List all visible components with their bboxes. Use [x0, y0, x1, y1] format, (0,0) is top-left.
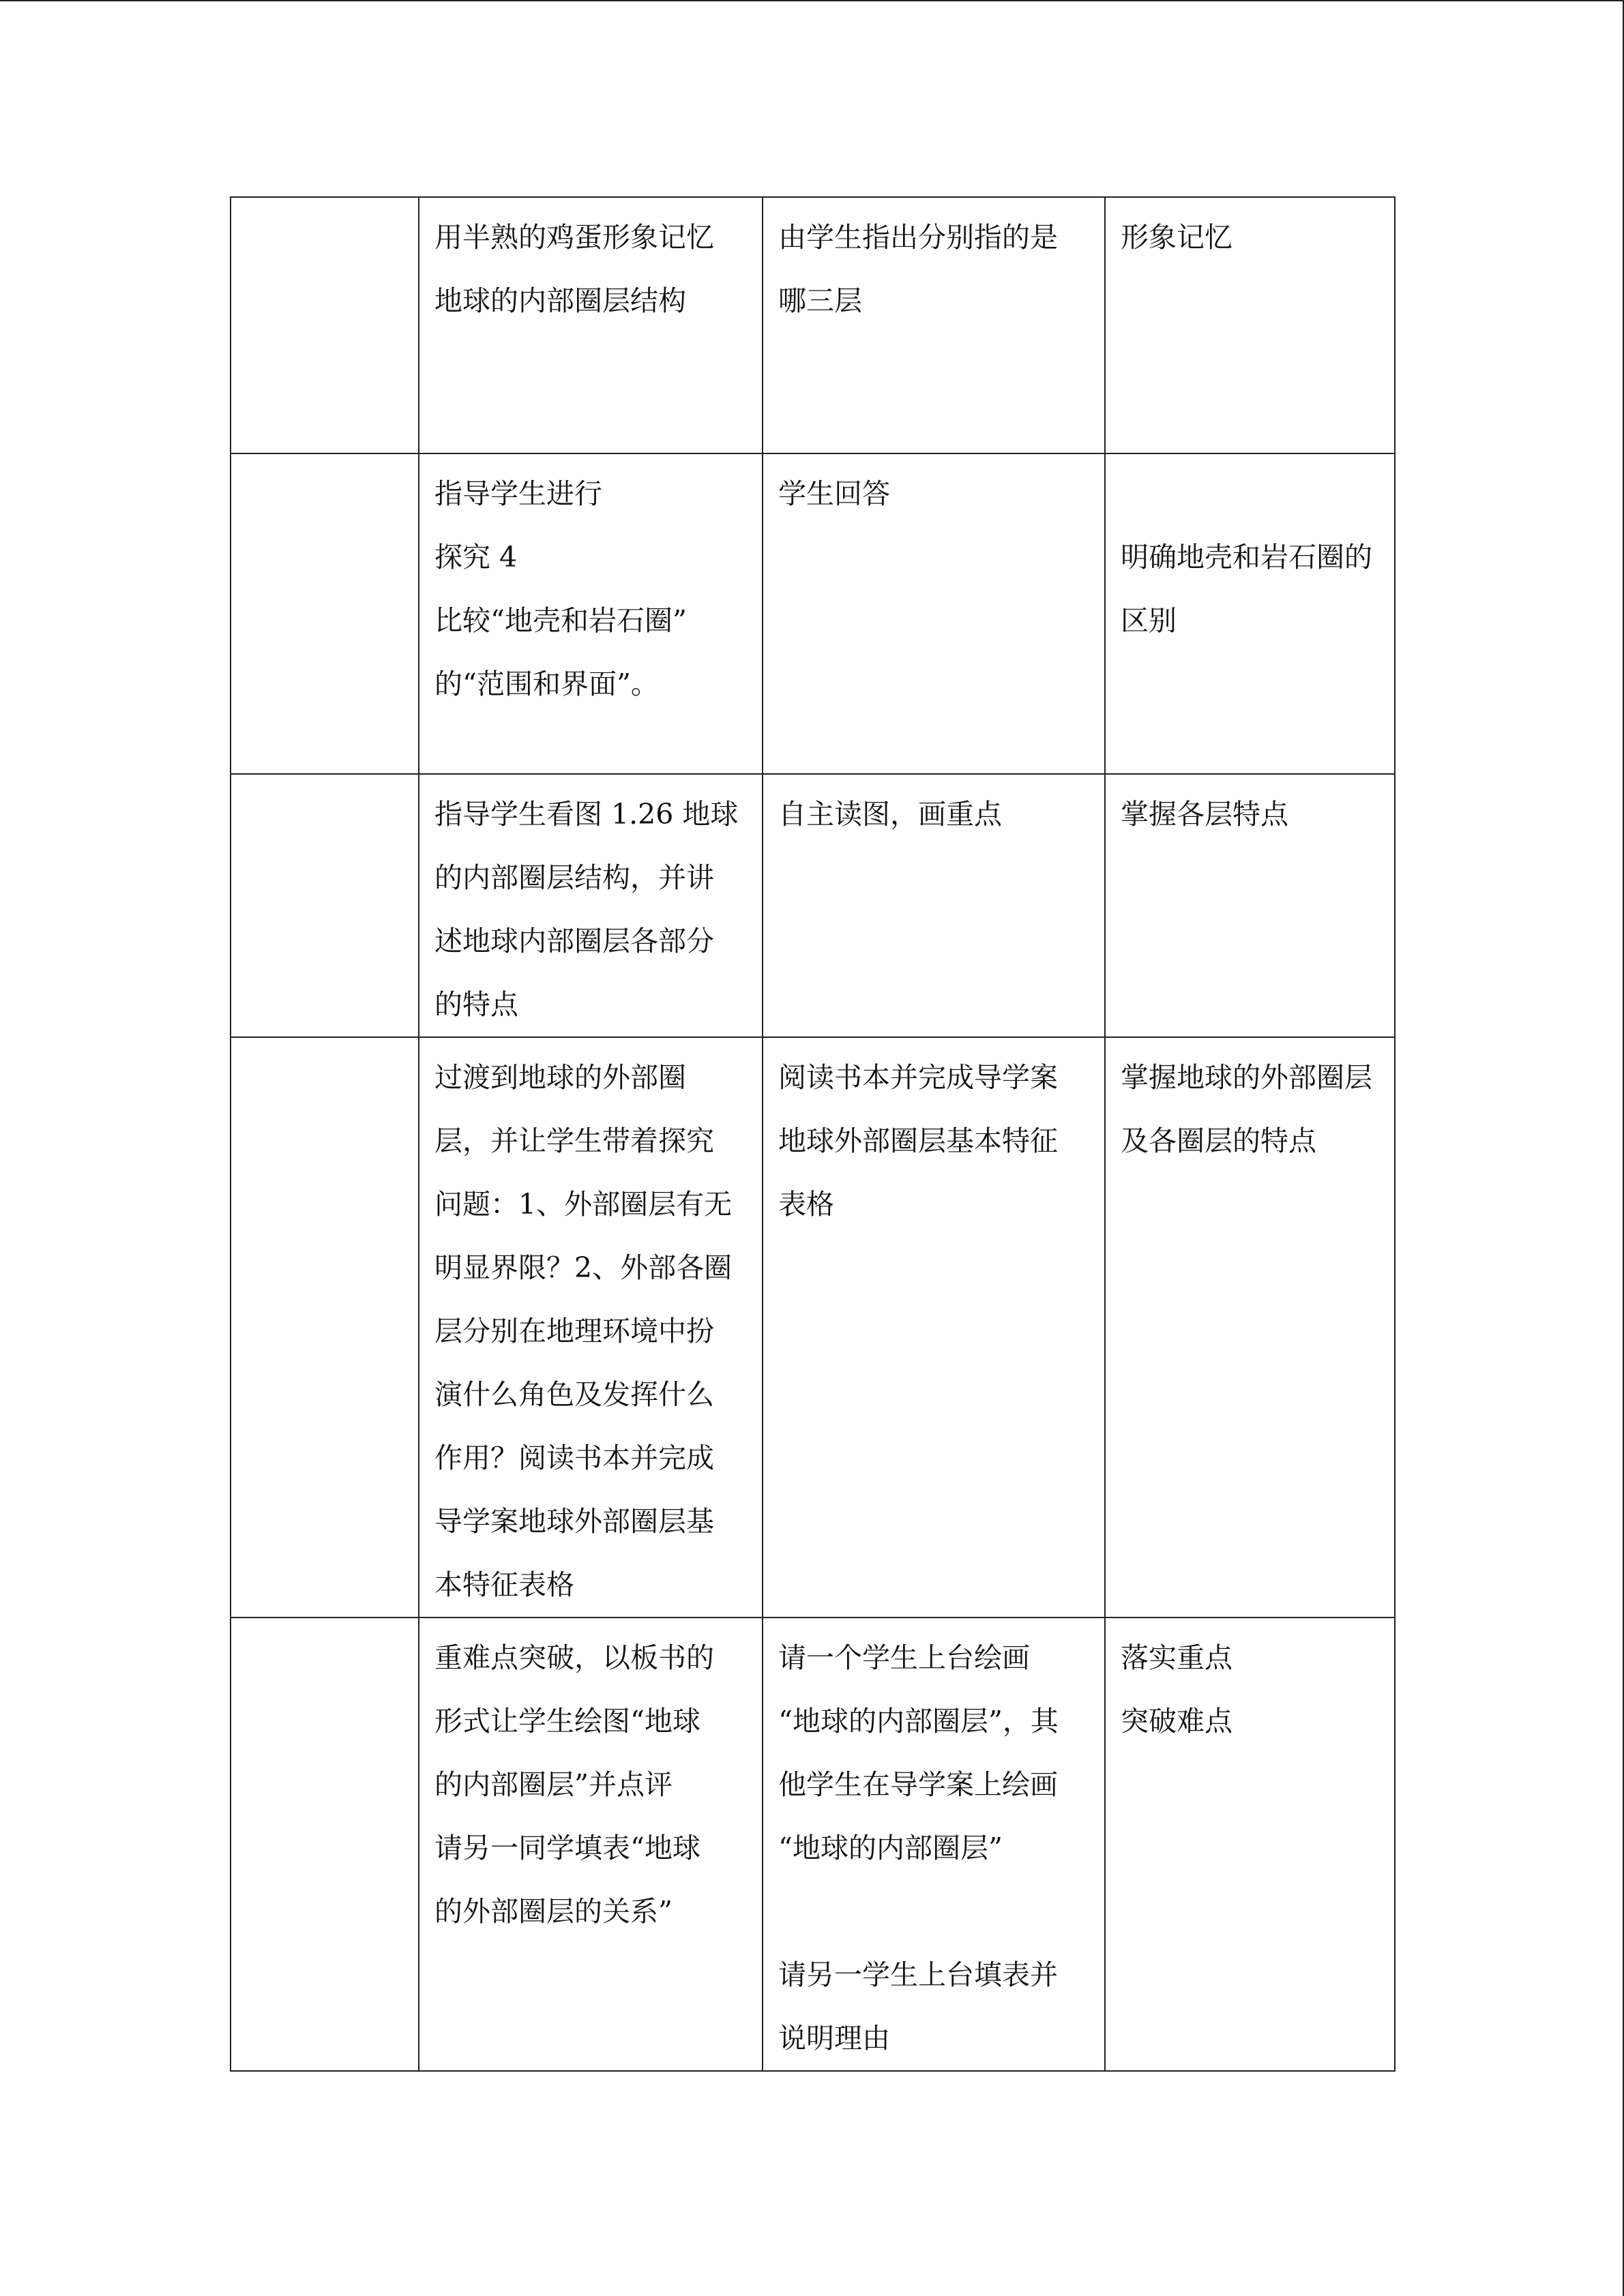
cell-text-line: 本特征表格: [434, 1568, 574, 1601]
design-intent-cell: [1105, 1617, 1395, 2071]
cell-text-line: 区别: [1121, 604, 1177, 637]
cell-text-line: 形式让学生绘图“地球: [434, 1705, 700, 1738]
cell-text-line: 掌握各层特点: [1121, 798, 1288, 831]
design-intent-cell: [1105, 774, 1395, 1037]
cell-text-line: 的内部圈层结构，并讲: [434, 861, 714, 894]
cell-text-line: 他学生在导学案上绘画: [778, 1768, 1058, 1801]
teacher-activity-cell: [419, 197, 763, 453]
cell-text-line: 请另一同学填表“地球: [434, 1832, 700, 1864]
cell-text-line: 请另一学生上台填表并: [778, 1958, 1058, 1991]
cell-text-line: 作用？阅读书本并完成: [434, 1442, 714, 1474]
cell-text-line: 探究 4: [434, 541, 518, 573]
cell-text-line: “地球的内部圈层”，其: [778, 1705, 1059, 1738]
lesson-plan-table: [230, 196, 1396, 2072]
stage-cell: [231, 1037, 419, 1617]
cell-text-line: 表格: [778, 1188, 834, 1221]
cell-text-line: 比较“地壳和岩石圈”: [434, 604, 687, 637]
cell-text-line: 过渡到地球的外部圈: [434, 1061, 686, 1094]
cell-text-line: 阅读书本并完成导学案: [778, 1061, 1058, 1094]
teacher-activity-cell: [419, 1617, 763, 2071]
teacher-activity-cell: [419, 774, 763, 1037]
cell-text-line: 的特点: [434, 988, 518, 1021]
cell-text-line: 自主读图，画重点: [778, 798, 1002, 831]
student-activity-cell: [763, 1037, 1105, 1617]
stage-cell: [231, 774, 419, 1037]
cell-text-line: 明显界限？2、外部各圈: [434, 1251, 733, 1284]
cell-text-line: 学生回答: [778, 477, 890, 510]
cell-text-line: 落实重点: [1121, 1641, 1232, 1674]
table-row: [231, 453, 1395, 774]
stage-cell: [231, 453, 419, 774]
cell-text-line: 的外部圈层的关系”: [434, 1895, 673, 1928]
cell-text-line: 重难点突破，以板书的: [434, 1641, 714, 1674]
table-row: [231, 774, 1395, 1037]
cell-text-line: 用半熟的鸡蛋形象记忆: [434, 221, 714, 254]
cell-text-line: 层分别在地理环境中扮: [434, 1315, 714, 1347]
design-intent-cell: [1105, 453, 1395, 774]
cell-spacer: [1121, 462, 1381, 526]
cell-text-line: 演什么角色及发挥什么: [434, 1378, 714, 1411]
cell-text-line: 及各圈层的特点: [1121, 1124, 1316, 1157]
cell-text-line: 指导学生进行: [434, 477, 602, 510]
cell-text-line: 述地球内部圈层各部分: [434, 925, 714, 957]
design-intent-cell: [1105, 197, 1395, 453]
cell-text-line: 的内部圈层”并点评: [434, 1768, 673, 1801]
stage-cell: [231, 1617, 419, 2071]
cell-text-line: 的“范围和界面”。: [434, 668, 659, 700]
teacher-activity-cell: [419, 1037, 763, 1617]
cell-text-line: 问题：1、外部圈层有无: [434, 1188, 733, 1221]
cell-text-line: 地球的内部圈层结构: [434, 284, 686, 317]
student-activity-cell: [763, 453, 1105, 774]
stage-cell: [231, 197, 419, 453]
cell-text-line: 说明理由: [778, 2022, 890, 2055]
student-activity-cell: [763, 1617, 1105, 2071]
cell-text-line: 请一个学生上台绘画: [778, 1641, 1030, 1674]
teacher-activity-cell: [419, 453, 763, 774]
cell-text-line: 地球外部圈层基本特征: [778, 1124, 1058, 1157]
design-intent-cell: [1105, 1037, 1395, 1617]
student-activity-cell: [763, 197, 1105, 453]
cell-text-line: 由学生指出分别指的是: [778, 221, 1058, 254]
cell-text-line: “地球的内部圈层”: [778, 1832, 1003, 1864]
page-top-border: [0, 0, 1624, 1]
table-row: [231, 197, 1395, 453]
table-row: [231, 1037, 1395, 1617]
cell-text-line: 哪三层: [778, 284, 862, 317]
cell-text-line: 掌握地球的外部圈层: [1121, 1061, 1372, 1094]
cell-spacer: [778, 1880, 1091, 1943]
cell-text-line: 突破难点: [1121, 1705, 1232, 1738]
cell-text-line: 导学案地球外部圈层基: [434, 1505, 714, 1538]
student-activity-cell: [763, 774, 1105, 1037]
cell-text-line: 层，并让学生带着探究: [434, 1124, 714, 1157]
cell-text-line: 指导学生看图 1.26 地球: [434, 798, 739, 831]
table-row: [231, 1617, 1395, 2071]
cell-text-line: 形象记忆: [1121, 221, 1232, 254]
cell-text-line: 明确地壳和岩石圈的: [1121, 541, 1372, 573]
